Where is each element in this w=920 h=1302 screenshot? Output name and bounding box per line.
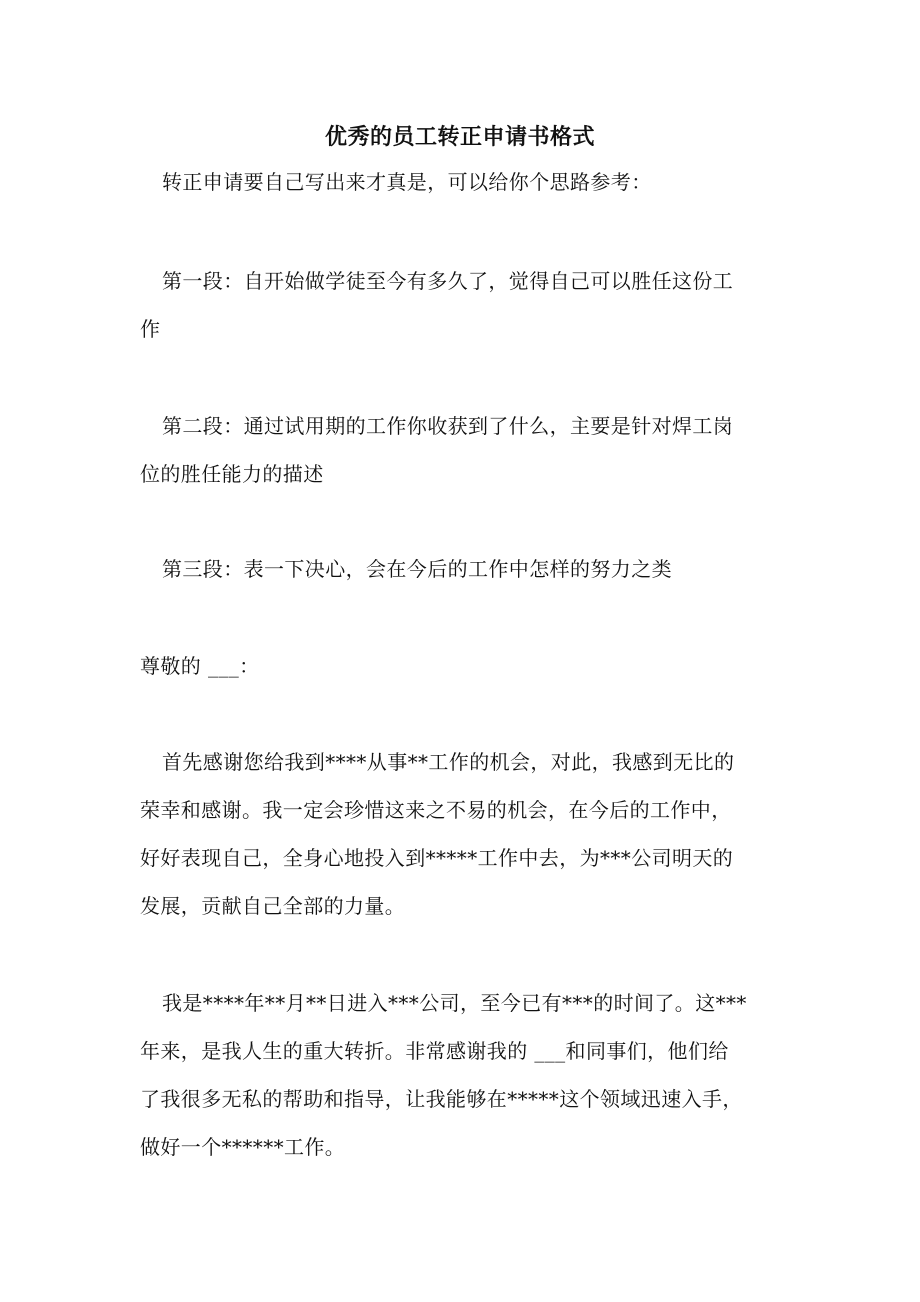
document-title: 优秀的员工转正申请书格式 xyxy=(324,124,595,150)
intro-paragraph xyxy=(140,158,780,206)
body-1-line-3: 好好表现自己，全身心地投入到*****工作中去，为***公司明天的 xyxy=(140,846,734,870)
salutation-line: 尊敬的 ___： xyxy=(140,654,260,678)
outline-paragraph-1 xyxy=(140,257,780,353)
body-2-line-1: 我是****年**月**日进入***公司，至今已有***的时间了。这*** xyxy=(162,991,747,1015)
body-2-line-2: 年来，是我人生的重大转折。非常感谢我的 ___和同事们，他们给 xyxy=(140,1039,729,1063)
body-1-line-4: 发展，贡献自己全部的力量。 xyxy=(140,894,406,918)
outline-paragraph-2 xyxy=(140,402,780,498)
salutation xyxy=(140,642,780,690)
body-paragraph-2 xyxy=(140,979,780,1171)
body-2-line-3: 了我很多无私的帮助和指导，让我能够在*****这个领域迅速入手， xyxy=(140,1087,743,1111)
intro-line: 转正申请要自己写出来才真是，可以给你个思路参考： xyxy=(162,170,652,194)
outline-1-line-2: 作 xyxy=(140,317,161,341)
outline-2-line-2: 位的胜任能力的描述 xyxy=(140,462,324,486)
body-1-line-1: 首先感谢您给我到****从事**工作的机会，对此，我感到无比的 xyxy=(162,750,735,774)
body-paragraph-1 xyxy=(140,738,780,930)
outline-1-line-1: 第一段：自开始做学徒至今有多久了，觉得自己可以胜任这份工 xyxy=(162,269,734,293)
body-2-line-4: 做好一个******工作。 xyxy=(140,1135,346,1159)
outline-paragraph-3 xyxy=(140,545,780,593)
body-1-line-2: 荣幸和感谢。我一定会珍惜这来之不易的机会，在今后的工作中， xyxy=(140,798,732,822)
outline-2-line-1: 第二段：通过试用期的工作你收获到了什么，主要是针对焊工岗 xyxy=(162,414,734,438)
outline-3-line-1: 第三段：表一下决心，会在今后的工作中怎样的努力之类 xyxy=(162,557,672,581)
